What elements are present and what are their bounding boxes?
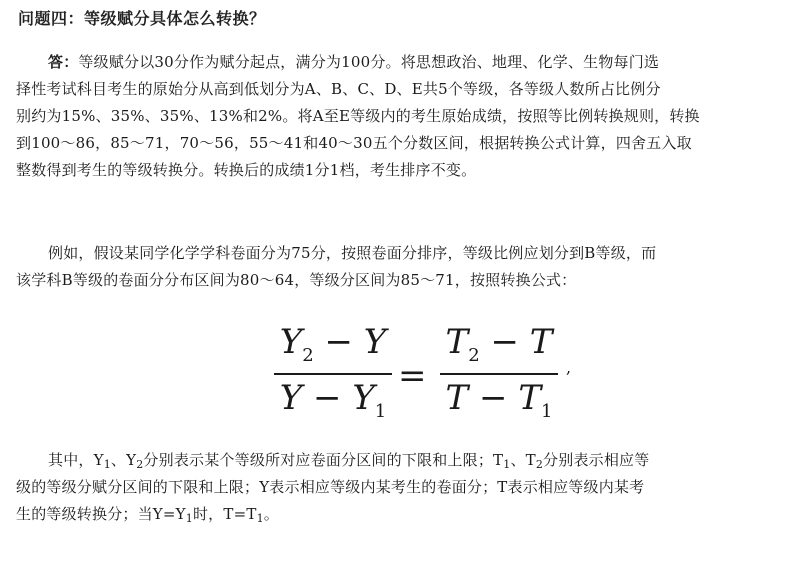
example-line-1 (16, 240, 792, 267)
answer-line-5: 整数得到考生的等级转换分。转换后的成绩1分1档，考生排序不变。 (16, 161, 477, 179)
section-heading: 问题四：等级赋分具体怎么转换？ (18, 9, 266, 28)
conversion-formula (270, 320, 590, 430)
example-text-1: 例如，假设某同学化学学科卷面分为75分，按照卷面分排序，等级比例应划分到B等级，而 (48, 244, 657, 262)
right-fraction-bar (440, 373, 558, 375)
answer-text-1: 等级赋分以30分作为赋分起点，满分为100分。将思想政治、地理、化学、生物每门选 (78, 53, 660, 71)
explanation-line-1: 其中，$Y_1$、$Y_2$分别表示某个等级所对应卷面分区间的下限和上限；$T_1$、$T_2$分别表示相应等 (48, 451, 650, 471)
explanation-line-2: 级的等级分赋分区间的下限和上限；Y表示相应等级内某考生的卷面分；T表示相应等级内某考 (16, 478, 645, 496)
answer-line-4: 到100～86，85～71，70～56，55～41和40～30五个分数区间，根据转换公式计算，四舍五入取 (16, 134, 692, 152)
example-line-2: 该学科B等级的卷面分分布区间为80～64，等级分区间为85～71，按照转换公式： (16, 271, 577, 289)
answer-line-1 (16, 49, 792, 76)
explanation-paragraph (16, 447, 792, 528)
left-denominator: $Y - Y_1$ (279, 378, 387, 422)
right-denominator: $T - T_1$ (445, 378, 553, 422)
left-numerator: $Y_2 - Y$ (279, 322, 387, 366)
formula-trailing-comma: , (566, 358, 572, 377)
left-fraction-bar (274, 373, 392, 375)
answer-paragraph (16, 49, 792, 184)
answer-label: 答： (48, 53, 79, 71)
answer-line-3: 别约为15%、35%、35%、13%和2%。将A至E等级内的考生原始成绩，按照等比例转换规则，转换 (16, 107, 700, 125)
example-paragraph (16, 240, 792, 294)
right-numerator: $T_2 - T$ (445, 322, 553, 366)
equals-sign: = (398, 356, 427, 396)
explanation-line-3: 生的等级转换分；当$Y=Y_1$时，$T=T_1$。 (16, 505, 279, 525)
answer-line-2: 择性考试科目考生的原始分从高到低划分为A、B、C、D、E共5个等级，各等级人数所占比例分 (16, 80, 661, 98)
